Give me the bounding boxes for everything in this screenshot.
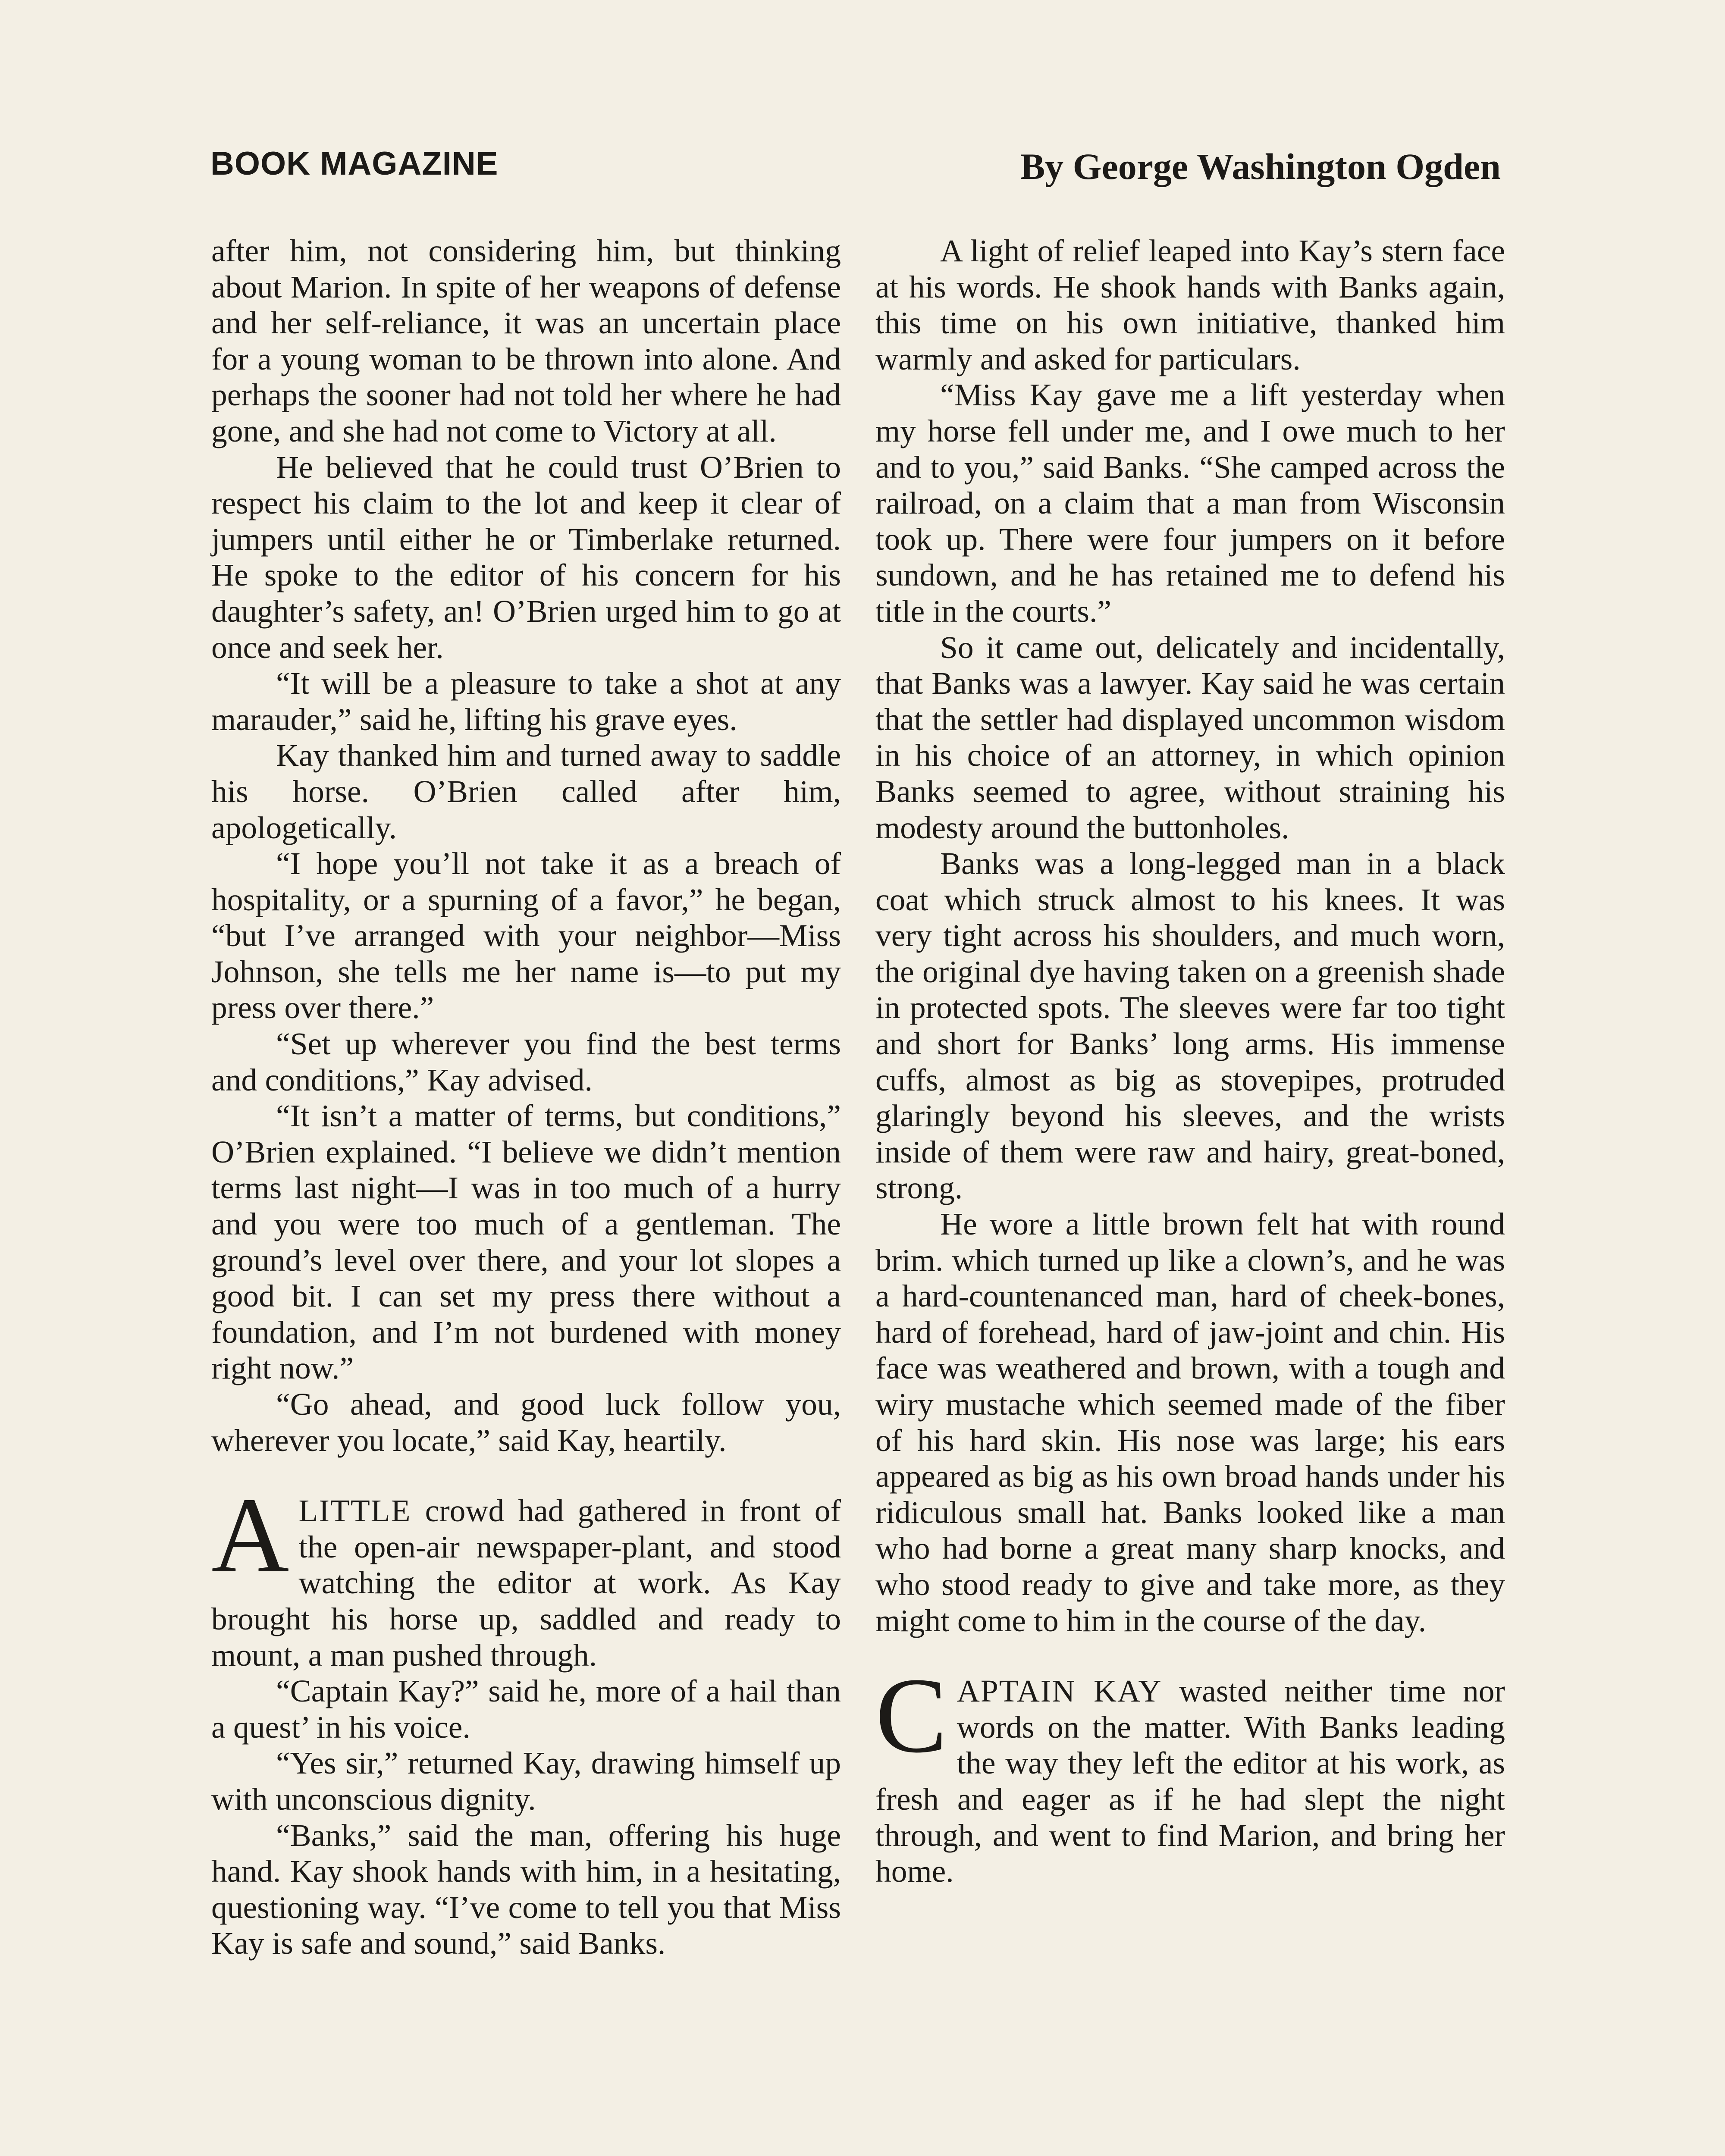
- paragraph: Kay thanked him and turned away to saddle his horse. O’Brien called after him, apologetically.: [211, 738, 841, 845]
- paragraph: “Miss Kay gave me a lift yesterday when my horse fell under me, and I owe much to her and to you,” said Banks. “She camped across the railroad, on a claim that a man from Wisconsin took up. There were four jumpers on it before sundown, and he has retained me to defend his title in the courts.”: [875, 377, 1505, 629]
- drop-cap: A: [211, 1476, 289, 1595]
- paragraph: A light of relief leaped into Kay’s stern face at his words. He shook hands with Banks again, this time on his own initiative, thanked him warmly and asked for particulars.: [875, 233, 1505, 376]
- paragraph: after him, not considering him, but thinking about Marion. In spite of her weapons of defense and her self-reliance, it was an uncertain place for a young woman to be thrown into alone. And perhaps the sooner had not told her where he had gone, and she had not come to Victory at all.: [211, 233, 841, 448]
- paragraph: He wore a little brown felt hat with round brim. which turned up like a clown’s, and he was a hard-countenanced man, hard of cheek-bones, hard of forehead, hard of jaw-joint and chin. His face was weathered and brown, with a tough and wiry mustache which seemed made of the fiber of his hard skin. His nose was large; his ears appeared as big as his own broad hands under his ridiculous small hat. Banks looked like a man who had borne a great many sharp knocks, and who stood ready to give and take more, as they might come to him in the course of the day.: [875, 1206, 1505, 1638]
- paragraph: “It isn’t a matter of terms, but conditions,” O’Brien explained. “I believe we didn’t mention terms last night—I was in too much of a hurry and you were too much of a gentleman. The ground’s level over there, and your lot slopes a good bit. I can set my press there without a foundation, and I’m not burdened with money right now.”: [211, 1098, 841, 1386]
- section-opening-paragraph: [211, 1476, 841, 1673]
- paragraph: So it came out, delicately and incidentally, that Banks was a lawyer. Kay said he was certain that the settler had displayed uncommon wisdom in his choice of an attorney, in which opinion Banks seemed to agree, without straining his modesty around the buttonholes.: [875, 630, 1505, 845]
- author-byline: By George Washington Ogden: [1020, 146, 1501, 187]
- right-column: [875, 233, 1505, 1890]
- paragraph: He believed that he could trust O’Brien to respect his claim to the lot and keep it clear of jumpers until either he or Timberlake returned. He spoke to the editor of his concern for his daughter’s safety, an! O’Brien urged him to go at once and seek her.: [211, 449, 841, 665]
- paragraph-text: crowd had gathered in front of the open-air newspaper-plant, and stood watching the editor at work. As Kay brought his horse up, saddled and ready to mount, a man pushed through.: [211, 1493, 841, 1673]
- lead-words: LITTLE: [298, 1493, 411, 1529]
- magazine-title: BOOK MAGAZINE: [210, 145, 499, 182]
- drop-cap: C: [875, 1656, 947, 1776]
- paragraph: “It will be a pleasure to take a shot at any marauder,” said he, lifting his grave eyes.: [211, 666, 841, 737]
- paragraph: “I hope you’ll not take it as a breach of hospitality, or a spurning of a favor,” he began, “but I’ve arranged with your neighbor—Miss Johnson, she tells me her name is—to put my press over there.”: [211, 846, 841, 1025]
- paragraph: “Captain Kay?” said he, more of a hail than a quest’ in his voice.: [211, 1673, 841, 1745]
- running-header: [210, 145, 1501, 192]
- lead-words: APTAIN KAY: [957, 1673, 1162, 1709]
- section-break: [875, 1639, 1505, 1673]
- left-column: [211, 233, 841, 1962]
- paragraph: “Yes sir,” returned Kay, drawing himself up with unconscious dignity.: [211, 1745, 841, 1817]
- paragraph: Banks was a long-legged man in a black coat which struck almost to his knees. It was very tight across his shoulders, and much worn, the original dye having taken on a greenish shade in protected spots. The sleeves were far too tight and short for Banks’ long arms. His immense cuffs, almost as big as stovepipes, protruded glaringly beyond his sleeves, and the wrists inside of them were raw and hairy, great-boned, strong.: [875, 846, 1505, 1206]
- paragraph: “Go ahead, and good luck follow you, wherever you locate,” said Kay, heartily.: [211, 1387, 841, 1458]
- section-opening-paragraph: [875, 1656, 1505, 1890]
- paragraph: “Banks,” said the man, offering his huge hand. Kay shook hands with him, in a hesitating, questioning way. “I’ve come to tell you that Miss Kay is safe and sound,” said Banks.: [211, 1818, 841, 1961]
- section-break: [211, 1458, 841, 1493]
- paragraph-text: wasted neither time nor words on the matter. With Banks leading the way they left the editor at his work, as fresh and eager as if he had slept the night through, and went to find Marion, and bring her home.: [875, 1673, 1505, 1889]
- paragraph: “Set up wherever you find the best terms and conditions,” Kay advised.: [211, 1026, 841, 1097]
